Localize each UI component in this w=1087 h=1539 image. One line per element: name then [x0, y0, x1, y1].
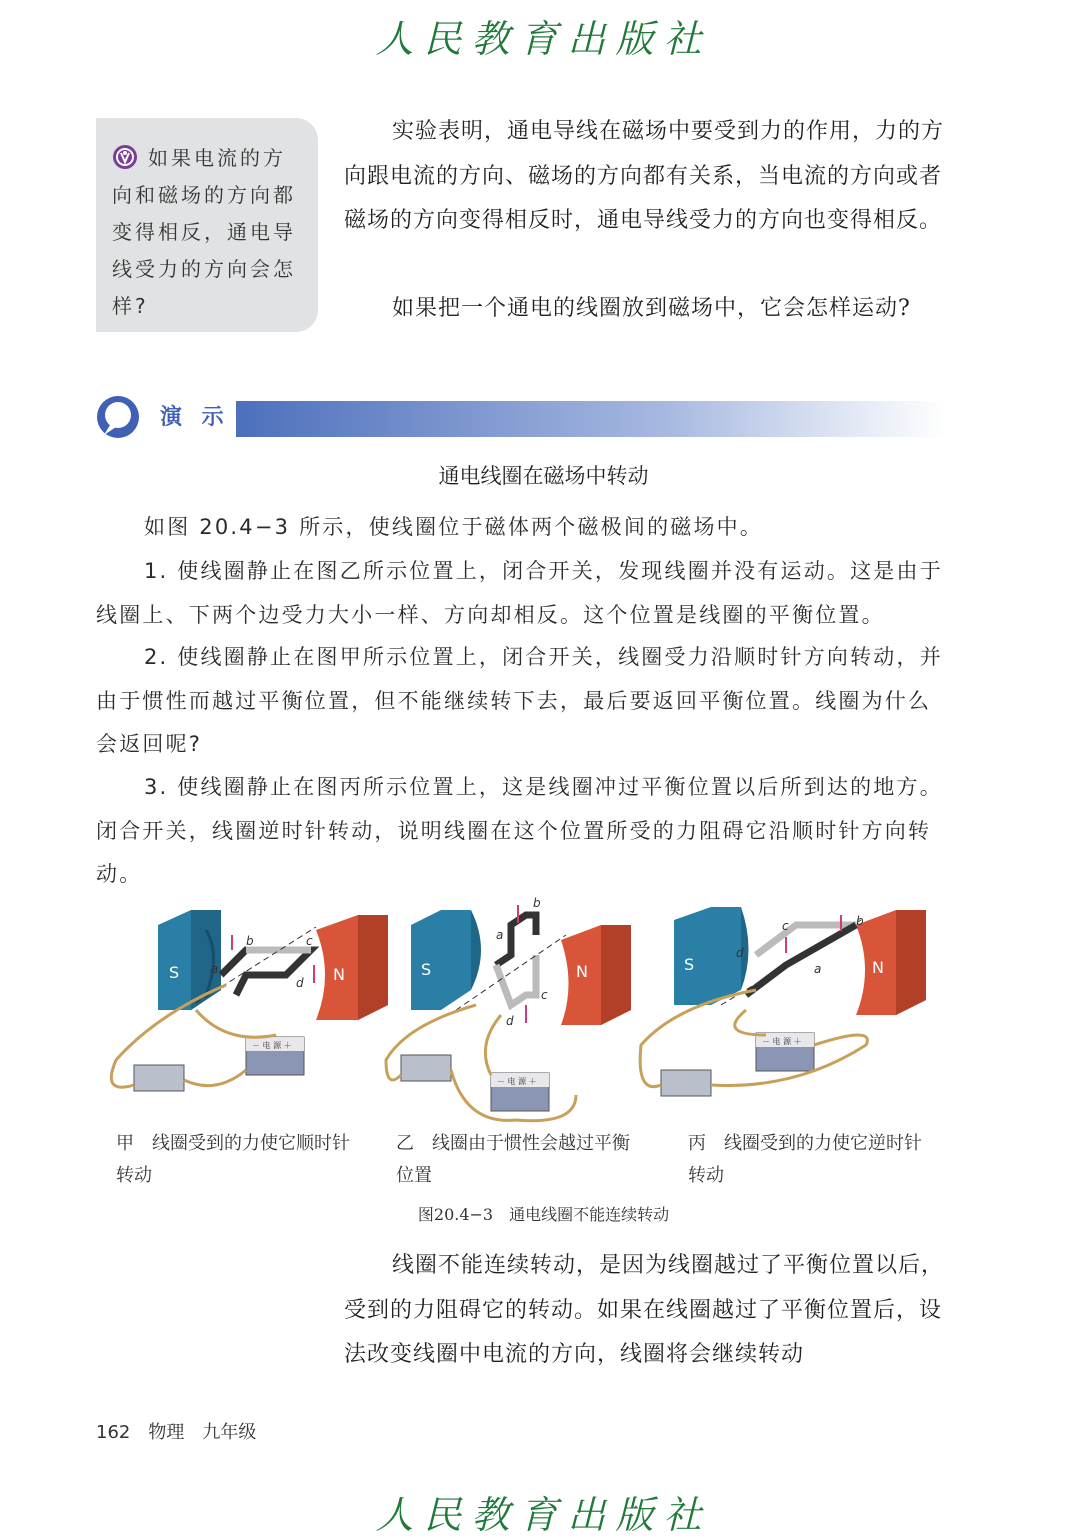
letter-c: c	[541, 988, 548, 1002]
letter-a: a	[211, 962, 219, 976]
publisher-logo-bottom: 人民教育出版社	[375, 1493, 712, 1537]
page-footer	[96, 1418, 274, 1444]
letter-c: c	[306, 934, 313, 948]
publisher-logo-top: 人民教育出版社	[375, 17, 712, 61]
battery-label: － 电 源 ＋	[762, 1037, 802, 1046]
panel-jia	[111, 910, 388, 1091]
letter-b: b	[856, 914, 864, 928]
demo-intro: 如图 20.4−3 所示，使线圈位于磁体两个磁极间的磁场中。	[144, 515, 764, 539]
pole-s-label: S	[421, 960, 432, 979]
letter-c: c	[782, 919, 789, 933]
letter-d: d	[506, 1014, 514, 1028]
battery-label: － 电 源 ＋	[497, 1077, 537, 1086]
caption-jia: 甲 线圈受到的力使它顺时针转动	[116, 1133, 350, 1186]
demo-label: 演 示	[160, 405, 230, 430]
sidebar-note-text: 如果电流的方向和磁场的方向都变得相反，通电导线受力的方向会怎样?	[112, 146, 296, 318]
figure-illustration	[96, 895, 956, 1130]
letter-d: d	[296, 976, 304, 990]
battery-label: － 电 源 ＋	[252, 1041, 292, 1050]
page-number: 162	[96, 1422, 131, 1443]
grade: 九年级	[202, 1422, 257, 1443]
pole-n-label: N	[872, 958, 884, 977]
pole-n-label: N	[333, 965, 345, 984]
sidebar-note	[112, 140, 308, 325]
intro-paragraph-1: 实验表明，通电导线在磁场中要受到力的作用，力的方向跟电流的方向、磁场的方向都有关系，当电流的方向或者磁场的方向变得相反时，通电导线受力的方向也变得相反。	[344, 119, 945, 233]
pole-s-label: S	[684, 955, 695, 974]
panel-bing	[640, 907, 926, 1096]
letter-b: b	[246, 934, 254, 948]
letter-a: a	[814, 962, 822, 976]
caption-bing: 丙 线圈受到的力使它逆时针转动	[688, 1133, 922, 1186]
panel-yi	[386, 896, 631, 1121]
caption-yi: 乙 线圈由于惯性会越过平衡位置	[396, 1133, 630, 1186]
question-icon	[112, 144, 138, 170]
figure-title: 图20.4−3 通电线圈不能连续转动	[417, 1205, 670, 1224]
demo-step-3: 3. 使线圈静止在图丙所示位置上，这是线圈冲过平衡位置以后所到达的地方。闭合开关，线圈逆时针转动，说明线圈在这个位置所受的力阻碍它沿顺时针方向转动。	[96, 775, 943, 886]
letter-a: a	[496, 928, 504, 942]
intro-paragraph-2: 如果把一个通电的线圈放到磁场中，它会怎样运动?	[392, 296, 911, 321]
letter-b: b	[533, 896, 541, 910]
pole-n-label: N	[576, 962, 588, 981]
conclusion-paragraph: 线圈不能连续转动，是因为线圈越过了平衡位置以后，受到的力阻碍它的转动。如果在线圈越过了平衡位置后，设法改变线圈中电流的方向，线圈将会继续转动	[344, 1253, 945, 1367]
letter-d: d	[736, 946, 744, 960]
demo-title: 通电线圈在磁场中转动	[438, 464, 649, 488]
demo-step-1: 1. 使线圈静止在图乙所示位置上，闭合开关，发现线圈并没有运动。这是由于线圈上、下两个边受力大小一样、方向却相反。这个位置是线圈的平衡位置。	[96, 559, 943, 627]
subject: 物理	[148, 1422, 185, 1443]
demo-step-2: 2. 使线圈静止在图甲所示位置上，闭合开关，线圈受力沿顺时针方向转动，并由于惯性而越过平衡位置，但不能继续转下去，最后要返回平衡位置。线圈为什么会返回呢?	[96, 645, 943, 756]
pole-s-label: S	[169, 963, 180, 982]
